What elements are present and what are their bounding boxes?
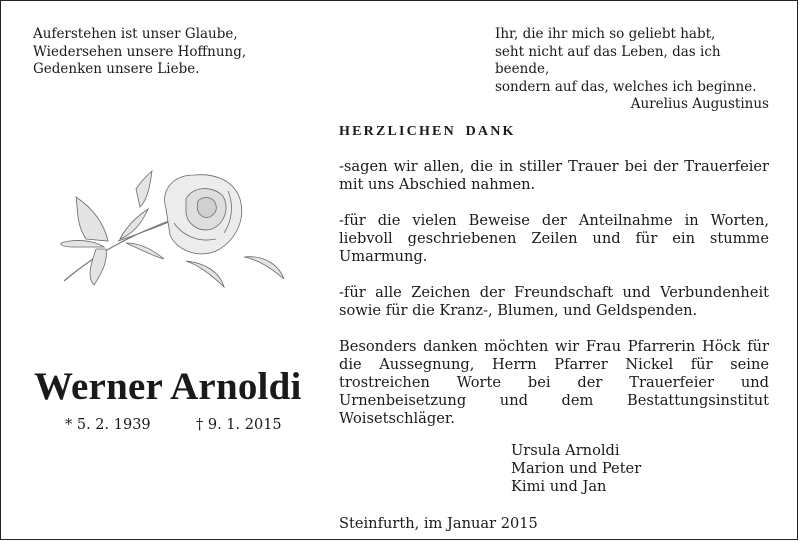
rose-icon [56, 169, 291, 289]
quote-left-line: Gedenken unsere Liebe. [33, 61, 200, 77]
thanks-paragraph: -für alle Zeichen der Freundschaft und Verbundenheit sowie für die Kranz-, Blumen, und Geldspenden. [339, 284, 769, 319]
quote-left-line: Auferstehen ist unser Glaube, [33, 26, 238, 42]
thanks-section [339, 123, 769, 533]
place-date: Steinfurth, im Januar 2015 [339, 515, 538, 532]
thanks-heading: HERZLICHEN DANK [339, 124, 516, 139]
quote-left [33, 26, 246, 79]
quote-right-line: Ihr, die ihr mich so geliebt habt, [495, 26, 716, 42]
quote-right [495, 26, 769, 114]
signer: Marion und Peter [511, 460, 642, 477]
quote-author: Aurelius Augustinus [630, 96, 769, 112]
quote-right-line: seht nicht auf das Leben, das ich beende, [495, 43, 721, 77]
birth-date: * 5. 2. 1939 [65, 417, 151, 433]
thanks-paragraph: Besonders danken möchten wir Frau Pfarrerin Höck für die Aussegnung, Herrn Pfarrer Nickel für seine trostreichen Worte bei der Trauerfeier und Urnenbeisetzung und dem Bestattungsinstitut Woisetschläger. [339, 338, 769, 427]
thanks-paragraph: -für die vielen Beweise der Anteilnahme in Worten, liebvoll geschriebenen Zeilen und für ein stumme Umarmung. [339, 212, 769, 265]
signers [511, 442, 769, 496]
thanks-paragraph: -sagen wir allen, die in stiller Trauer bei der Trauerfeier mit uns Abschied nahmen. [339, 158, 769, 193]
quote-right-line: sondern auf das, welches ich beginne. [495, 78, 757, 95]
signer: Kimi und Jan [511, 478, 607, 495]
death-date: † 9. 1. 2015 [196, 417, 282, 433]
deceased-name: Werner Arnoldi [34, 365, 302, 408]
quote-left-line: Wiedersehen unsere Hoffnung, [33, 43, 247, 60]
signer: Ursula Arnoldi [511, 442, 620, 459]
